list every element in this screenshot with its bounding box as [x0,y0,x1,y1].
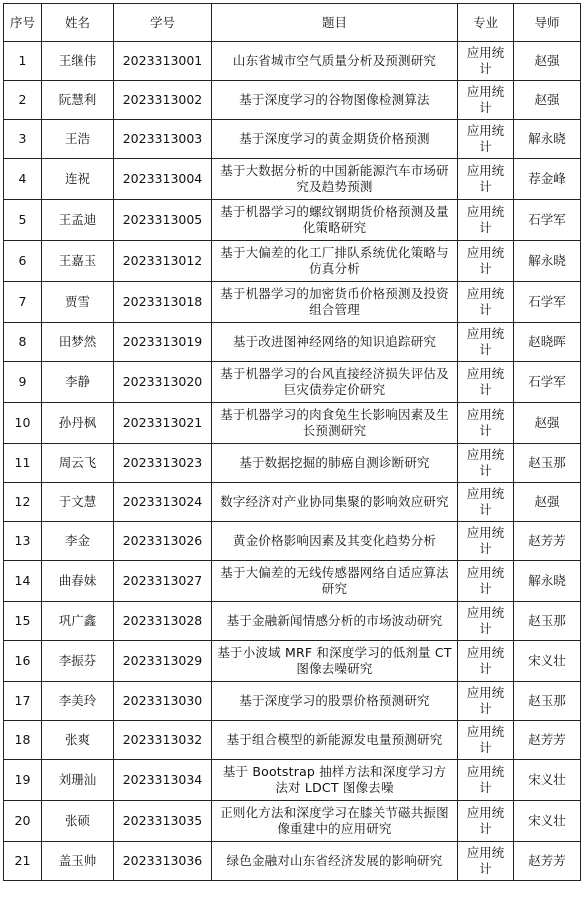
cell-id: 2023313018 [114,282,212,323]
cell-title: 基于数据挖掘的肺癌自测诊断研究 [212,444,458,483]
cell-no: 4 [4,159,42,200]
cell-major: 应用统计 [458,602,514,641]
cell-advisor: 赵芳芳 [514,522,581,561]
cell-name: 巩广鑫 [42,602,114,641]
cell-name: 于文慧 [42,483,114,522]
cell-id: 2023313003 [114,120,212,159]
table-row [4,81,581,120]
cell-name: 李美玲 [42,682,114,721]
cell-id: 2023313005 [114,200,212,241]
cell-id: 2023313012 [114,241,212,282]
table-row [4,282,581,323]
cell-no: 7 [4,282,42,323]
table-row [4,120,581,159]
cell-advisor: 解永晓 [514,241,581,282]
cell-no: 15 [4,602,42,641]
table-row [4,323,581,362]
table-row [4,561,581,602]
cell-major: 应用统计 [458,561,514,602]
table-row [4,403,581,444]
cell-name: 刘珊汕 [42,760,114,801]
table-row [4,842,581,881]
cell-name: 王孟迪 [42,200,114,241]
cell-title: 基于机器学习的肉食兔生长影响因素及生长预测研究 [212,403,458,444]
cell-advisor: 宋义壮 [514,801,581,842]
table-row [4,159,581,200]
cell-id: 2023313032 [114,721,212,760]
cell-no: 17 [4,682,42,721]
cell-name: 李振芬 [42,641,114,682]
cell-title: 基于组合模型的新能源发电量预测研究 [212,721,458,760]
cell-advisor: 荐金峰 [514,159,581,200]
cell-no: 19 [4,760,42,801]
cell-advisor: 石学军 [514,200,581,241]
cell-id: 2023313021 [114,403,212,444]
cell-major: 应用统计 [458,403,514,444]
table-row [4,721,581,760]
header-no: 序号 [4,4,42,42]
cell-major: 应用统计 [458,721,514,760]
cell-name: 周云飞 [42,444,114,483]
cell-name: 田梦然 [42,323,114,362]
cell-advisor: 解永晓 [514,120,581,159]
cell-no: 2 [4,81,42,120]
table-row [4,641,581,682]
cell-no: 18 [4,721,42,760]
cell-advisor: 宋义壮 [514,760,581,801]
cell-advisor: 赵强 [514,42,581,81]
table-row [4,760,581,801]
cell-id: 2023313034 [114,760,212,801]
cell-title: 基于机器学习的加密货币价格预测及投资组合管理 [212,282,458,323]
cell-major: 应用统计 [458,81,514,120]
cell-id: 2023313019 [114,323,212,362]
cell-title: 山东省城市空气质量分析及预测研究 [212,42,458,81]
cell-major: 应用统计 [458,323,514,362]
cell-advisor: 赵玉那 [514,682,581,721]
cell-no: 9 [4,362,42,403]
cell-id: 2023313036 [114,842,212,881]
cell-id: 2023313029 [114,641,212,682]
cell-major: 应用统计 [458,282,514,323]
cell-advisor: 石学军 [514,362,581,403]
cell-id: 2023313020 [114,362,212,403]
cell-id: 2023313023 [114,444,212,483]
thesis-table [3,3,581,881]
cell-no: 5 [4,200,42,241]
cell-advisor: 解永晓 [514,561,581,602]
table-row [4,200,581,241]
cell-title: 基于 Bootstrap 抽样方法和深度学习方法对 LDCT 图像去噪 [212,760,458,801]
cell-id: 2023313035 [114,801,212,842]
cell-title: 绿色金融对山东省经济发展的影响研究 [212,842,458,881]
header-row [4,4,581,42]
cell-title: 基于深度学习的股票价格预测研究 [212,682,458,721]
table-row [4,444,581,483]
table-body [4,42,581,881]
table-row [4,241,581,282]
cell-advisor: 赵晓晖 [514,323,581,362]
cell-no: 20 [4,801,42,842]
cell-title: 基于大偏差的无线传感器网络自适应算法研究 [212,561,458,602]
cell-title: 基于小波域 MRF 和深度学习的低剂量 CT 图像去噪研究 [212,641,458,682]
cell-id: 2023313030 [114,682,212,721]
cell-advisor: 赵芳芳 [514,842,581,881]
cell-name: 李金 [42,522,114,561]
cell-id: 2023313027 [114,561,212,602]
table-row [4,602,581,641]
cell-no: 10 [4,403,42,444]
cell-id: 2023313002 [114,81,212,120]
cell-no: 14 [4,561,42,602]
cell-name: 曲春妹 [42,561,114,602]
header-advisor: 导师 [514,4,581,42]
cell-major: 应用统计 [458,200,514,241]
table-row [4,522,581,561]
cell-title: 数字经济对产业协同集聚的影响效应研究 [212,483,458,522]
cell-major: 应用统计 [458,522,514,561]
cell-advisor: 赵芳芳 [514,721,581,760]
header-name: 姓名 [42,4,114,42]
cell-no: 3 [4,120,42,159]
cell-name: 孙丹枫 [42,403,114,444]
cell-name: 李静 [42,362,114,403]
cell-no: 21 [4,842,42,881]
cell-name: 王继伟 [42,42,114,81]
header-title: 题目 [212,4,458,42]
cell-major: 应用统计 [458,159,514,200]
table-row [4,362,581,403]
cell-title: 基于大偏差的化工厂排队系统优化策略与仿真分析 [212,241,458,282]
cell-major: 应用统计 [458,362,514,403]
cell-no: 13 [4,522,42,561]
cell-advisor: 赵玉那 [514,444,581,483]
cell-major: 应用统计 [458,641,514,682]
cell-major: 应用统计 [458,120,514,159]
header-id: 学号 [114,4,212,42]
cell-name: 阮慧利 [42,81,114,120]
cell-advisor: 石学军 [514,282,581,323]
cell-name: 贾雪 [42,282,114,323]
cell-advisor: 赵强 [514,81,581,120]
cell-major: 应用统计 [458,444,514,483]
cell-title: 基于机器学习的螺纹钢期货价格预测及量化策略研究 [212,200,458,241]
table-row [4,42,581,81]
cell-id: 2023313024 [114,483,212,522]
cell-no: 6 [4,241,42,282]
cell-title: 正则化方法和深度学习在膝关节磁共振图像重建中的应用研究 [212,801,458,842]
cell-no: 11 [4,444,42,483]
cell-title: 黄金价格影响因素及其变化趋势分析 [212,522,458,561]
cell-advisor: 宋义壮 [514,641,581,682]
cell-major: 应用统计 [458,42,514,81]
cell-no: 1 [4,42,42,81]
cell-title: 基于深度学习的黄金期货价格预测 [212,120,458,159]
cell-id: 2023313004 [114,159,212,200]
cell-no: 12 [4,483,42,522]
cell-no: 8 [4,323,42,362]
cell-major: 应用统计 [458,483,514,522]
table-row [4,682,581,721]
cell-advisor: 赵强 [514,483,581,522]
table-row [4,801,581,842]
cell-major: 应用统计 [458,241,514,282]
cell-title: 基于金融新闻情感分析的市场波动研究 [212,602,458,641]
cell-no: 16 [4,641,42,682]
cell-id: 2023313001 [114,42,212,81]
cell-name: 盖玉帅 [42,842,114,881]
cell-id: 2023313028 [114,602,212,641]
cell-title: 基于机器学习的台风直接经济损失评估及巨灾债券定价研究 [212,362,458,403]
cell-title: 基于深度学习的谷物图像检测算法 [212,81,458,120]
header-major: 专业 [458,4,514,42]
cell-name: 王浩 [42,120,114,159]
cell-title: 基于改进图神经网络的知识追踪研究 [212,323,458,362]
cell-name: 王嘉玉 [42,241,114,282]
cell-title: 基于大数据分析的中国新能源汽车市场研究及趋势预测 [212,159,458,200]
cell-major: 应用统计 [458,842,514,881]
cell-major: 应用统计 [458,801,514,842]
cell-name: 张爽 [42,721,114,760]
cell-major: 应用统计 [458,760,514,801]
cell-major: 应用统计 [458,682,514,721]
cell-advisor: 赵玉那 [514,602,581,641]
cell-name: 张硕 [42,801,114,842]
cell-advisor: 赵强 [514,403,581,444]
cell-name: 连祝 [42,159,114,200]
cell-id: 2023313026 [114,522,212,561]
table-row [4,483,581,522]
